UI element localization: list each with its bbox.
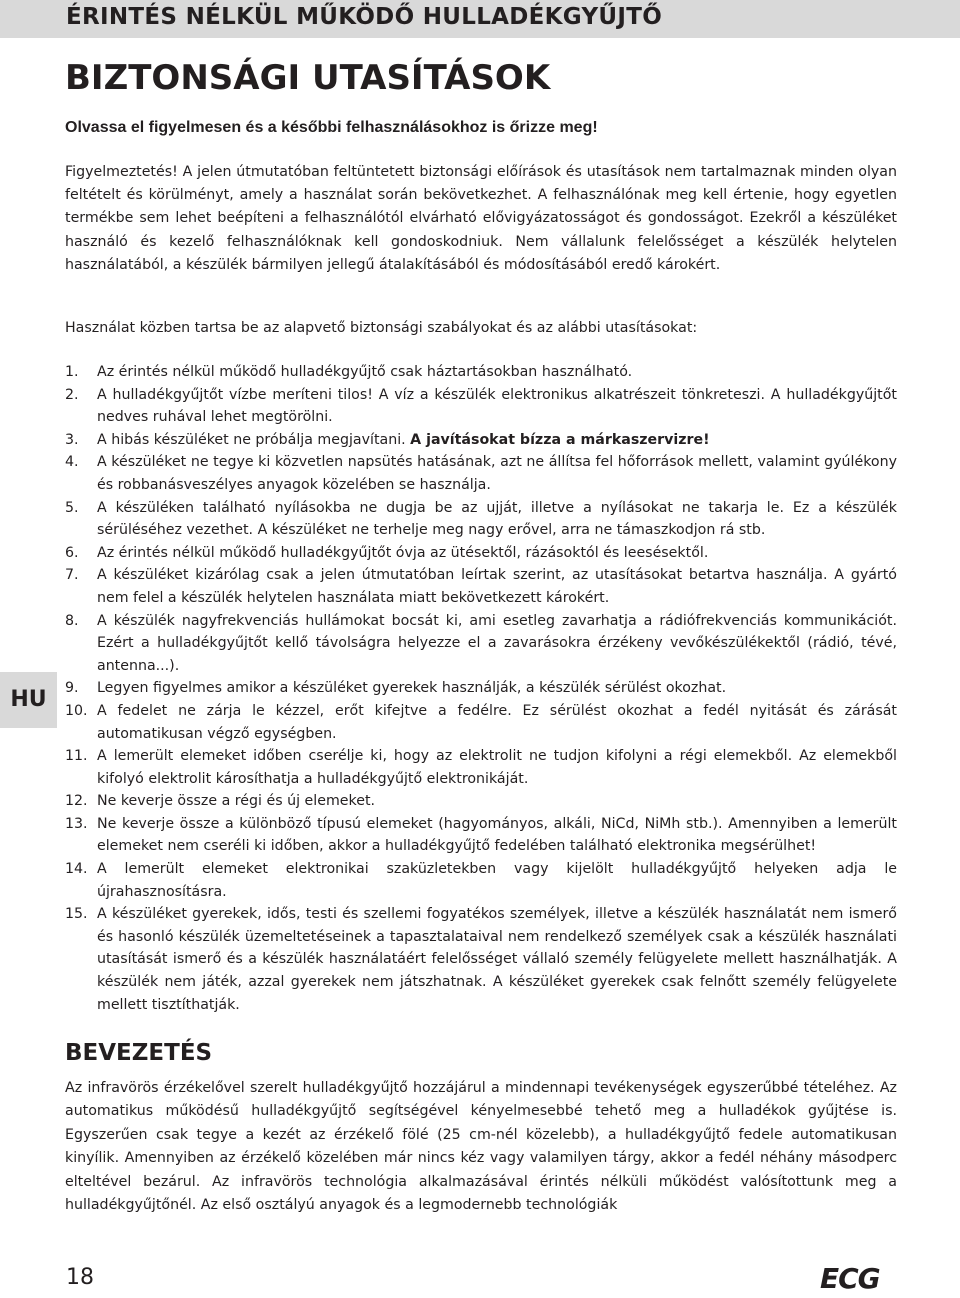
- list-item: [65, 813, 897, 858]
- list-item: [65, 745, 897, 790]
- item-number: 10.: [65, 702, 88, 719]
- item-text: Az érintés nélkül működő hulladékgyűjtő csak háztartásokban használható.: [97, 364, 633, 380]
- introduction-title: BEVEZETÉS: [65, 1040, 213, 1066]
- item-text: Legyen figyelmes amikor a készüléket gyerekek használják, a készülék sérülést okozhat.: [97, 680, 727, 697]
- list-item: [65, 610, 897, 678]
- list-item: [65, 677, 897, 700]
- item-number: 8.: [65, 612, 79, 629]
- introduction-paragraph: Az infravörös érzékelővel szerelt hulladékgyűjtő hozzájárul a mindennapi tevékenységek egyszerűbbé tételéhez. Az automatikus működésű hulladékgyűjtő segítségével kényelmesebbé tehető meg a hulladékok gyűjtése is. Egyszerűen csak tegye a kezét az érzékelő fölé (25 cm-nél közelebb), a hulladékgyűjtő fedele automatikusan kinyílik. Amennyiben az érzékelő közelében már nincs kéz vagy valamilyen tárgy, akkor a fedél néhány másodperc elteltével bezárul. Az infravörös technológia alkalmazásával érintés nélküli működést valósítottunk meg a hulladékgyűjtőnél. Az első osztályú anyagok és a legmodernebb technológiák: [65, 1080, 897, 1214]
- list-item: [65, 790, 897, 813]
- item-text: Ne keverje össze a különböző típusú elemeket (hagyományos, alkáli, NiCd, NiMh stb.). Amennyiben a lemerült elemeket nem cseréli ki időben, akkor a hulladékgyűjtő fedelében található elektronika megsérülhet!: [97, 815, 897, 855]
- usage-intro: Használat közben tartsa be az alapvető biztonsági szabályokat és az alábbi utasításokat:: [65, 320, 698, 336]
- item-number: 5.: [65, 499, 79, 516]
- item-text: A készüléket kizárólag csak a jelen útmutatóban leírtak szerint, az utasításokat betartva használja. A gyártó nem felel a készülék helytelen használata miatt bekövetkezett károkért.: [97, 567, 897, 606]
- page-number: 18: [66, 1265, 94, 1290]
- list-item: [65, 497, 897, 542]
- item-text: A készüléket gyerekek, idős, testi és szellemi fogyatékos személyek, illetve a készülék használatát nem ismerő és hasonló készülék üzemeltetéseinek a tapasztalataival nem rendelkező személyek csak a készülék használati utasítását ismerő és a készülék használatáért felelősséget vállaló személy felügyelete mellett használhatják. A készülék nem játék, azzal gyerekek nem játszhatnak. A készüléket gyerekek csak felnőtt személy felügyelete mellett tisztíthatják.: [97, 906, 897, 1013]
- item-text: A készüléket ne tegye ki közvetlen napsütés hatásának, azt ne állítsa fel hőforrások mellett, valamint gyúlékony és robbanásveszélyes anyagok közelében se használja.: [97, 454, 897, 493]
- item-text: Az érintés nélkül működő hulladékgyűjtőt óvja az ütésektől, rázásoktól és leesésektől.: [97, 544, 709, 561]
- item-text: Ne keverje össze a régi és új elemeket.: [97, 793, 376, 810]
- item-number: 9.: [65, 680, 79, 697]
- item-bold-text: A javításokat bízza a márkaszervizre!: [410, 431, 710, 448]
- item-number: 12.: [65, 793, 88, 810]
- item-number: 4.: [65, 454, 79, 471]
- item-text: A hulladékgyűjtőt vízbe meríteni tilos! A víz a készülék elektronikus alkatrészeit tönkreteszi. A hulladékgyűjtőt nedves ruhával lehet megtörölni.: [97, 386, 897, 426]
- list-item: [65, 429, 897, 452]
- list-item: [65, 542, 897, 565]
- list-item: [65, 903, 897, 1016]
- item-number: 7.: [65, 567, 79, 584]
- item-number: 15.: [65, 906, 88, 923]
- safety-instructions-list: [65, 361, 897, 1016]
- language-tab: [0, 672, 57, 728]
- list-item: [65, 858, 897, 903]
- language-label: HU: [10, 687, 47, 712]
- item-text: A lemerült elemeket elektronikai szaküzletekben vagy kijelölt hulladékgyűjtő helyeken adja le újrahasznosításra.: [97, 861, 897, 900]
- item-text: A készüléken található nyílásokba ne dugja be az ujját, illetve a nyílásokat ne takarja le. Ez a készülék sérüléséhez vezethet. A készüléket ne terhelje meg nagy erővel, arra ne támaszkodjon rá stb.: [97, 499, 897, 539]
- item-number: 13.: [65, 815, 88, 832]
- item-number: 2.: [65, 386, 79, 403]
- item-number: 1.: [65, 364, 79, 380]
- safety-title: BIZTONSÁGI UTASÍTÁSOK: [65, 58, 551, 98]
- header-title: ÉRINTÉS NÉLKÜL MŰKÖDŐ HULLADÉKGYŰJTŐ: [66, 4, 663, 30]
- brand-logo: ECG: [820, 1262, 880, 1295]
- item-text: A lemerült elemeket időben cserélje ki, hogy az elektrolit ne tudjon kifolyni a régi elemekből. Az elemekből kifolyó elektrolit károsíthatja a hulladékgyűjtő elektronikáját.: [97, 748, 897, 787]
- header-band: [0, 0, 960, 38]
- warning-paragraph: Figyelmeztetés! A jelen útmutatóban feltüntetett biztonsági előírások és utasítások nem tartalmaznak minden olyan feltételt és körülményt, amely a használat során bekövetkezhet. A felhasználónak meg kell értenie, hogy egyetlen termékbe sem lehet beépíteni a felhasználótól elvárható elővigyázatosságot és gondosságot. Ezekről a készüléket használó és kezelő felhasználóknak kell gondoskodniuk. Nem vállalunk felelősséget a készülék helytelen használatából, a készülék bármilyen jellegű átalakításából és módosításából eredő károkért.: [65, 164, 897, 273]
- safety-subtitle: Olvassa el figyelmesen és a későbbi felhasználásokhoz is őrizze meg!: [65, 119, 598, 136]
- item-number: 14.: [65, 861, 88, 878]
- list-item: [65, 361, 897, 384]
- list-item: [65, 451, 897, 496]
- item-number: 11.: [65, 748, 88, 765]
- list-item: [65, 564, 897, 609]
- item-text: A hibás készüléket ne próbálja megjavítani.: [97, 431, 411, 448]
- list-item: [65, 384, 897, 429]
- list-item: [65, 700, 897, 745]
- item-number: 3.: [65, 431, 79, 448]
- item-number: 6.: [65, 544, 79, 561]
- item-text: A fedelet ne zárja le kézzel, erőt kifejtve a fedélre. Ez sérülést okozhat a fedél nyitását és zárását automatikusan végző egységben.: [97, 702, 897, 742]
- item-text: A készülék nagyfrekvenciás hullámokat bocsát ki, ami esetleg zavarhatja a rádiófrekvenciás kommunikációt. Ezért a hulladékgyűjtőt kellő távolságra helyezze el a zavarásokra érzékeny vevőkészülékektől (rádió, tévé, antenna...).: [97, 612, 897, 674]
